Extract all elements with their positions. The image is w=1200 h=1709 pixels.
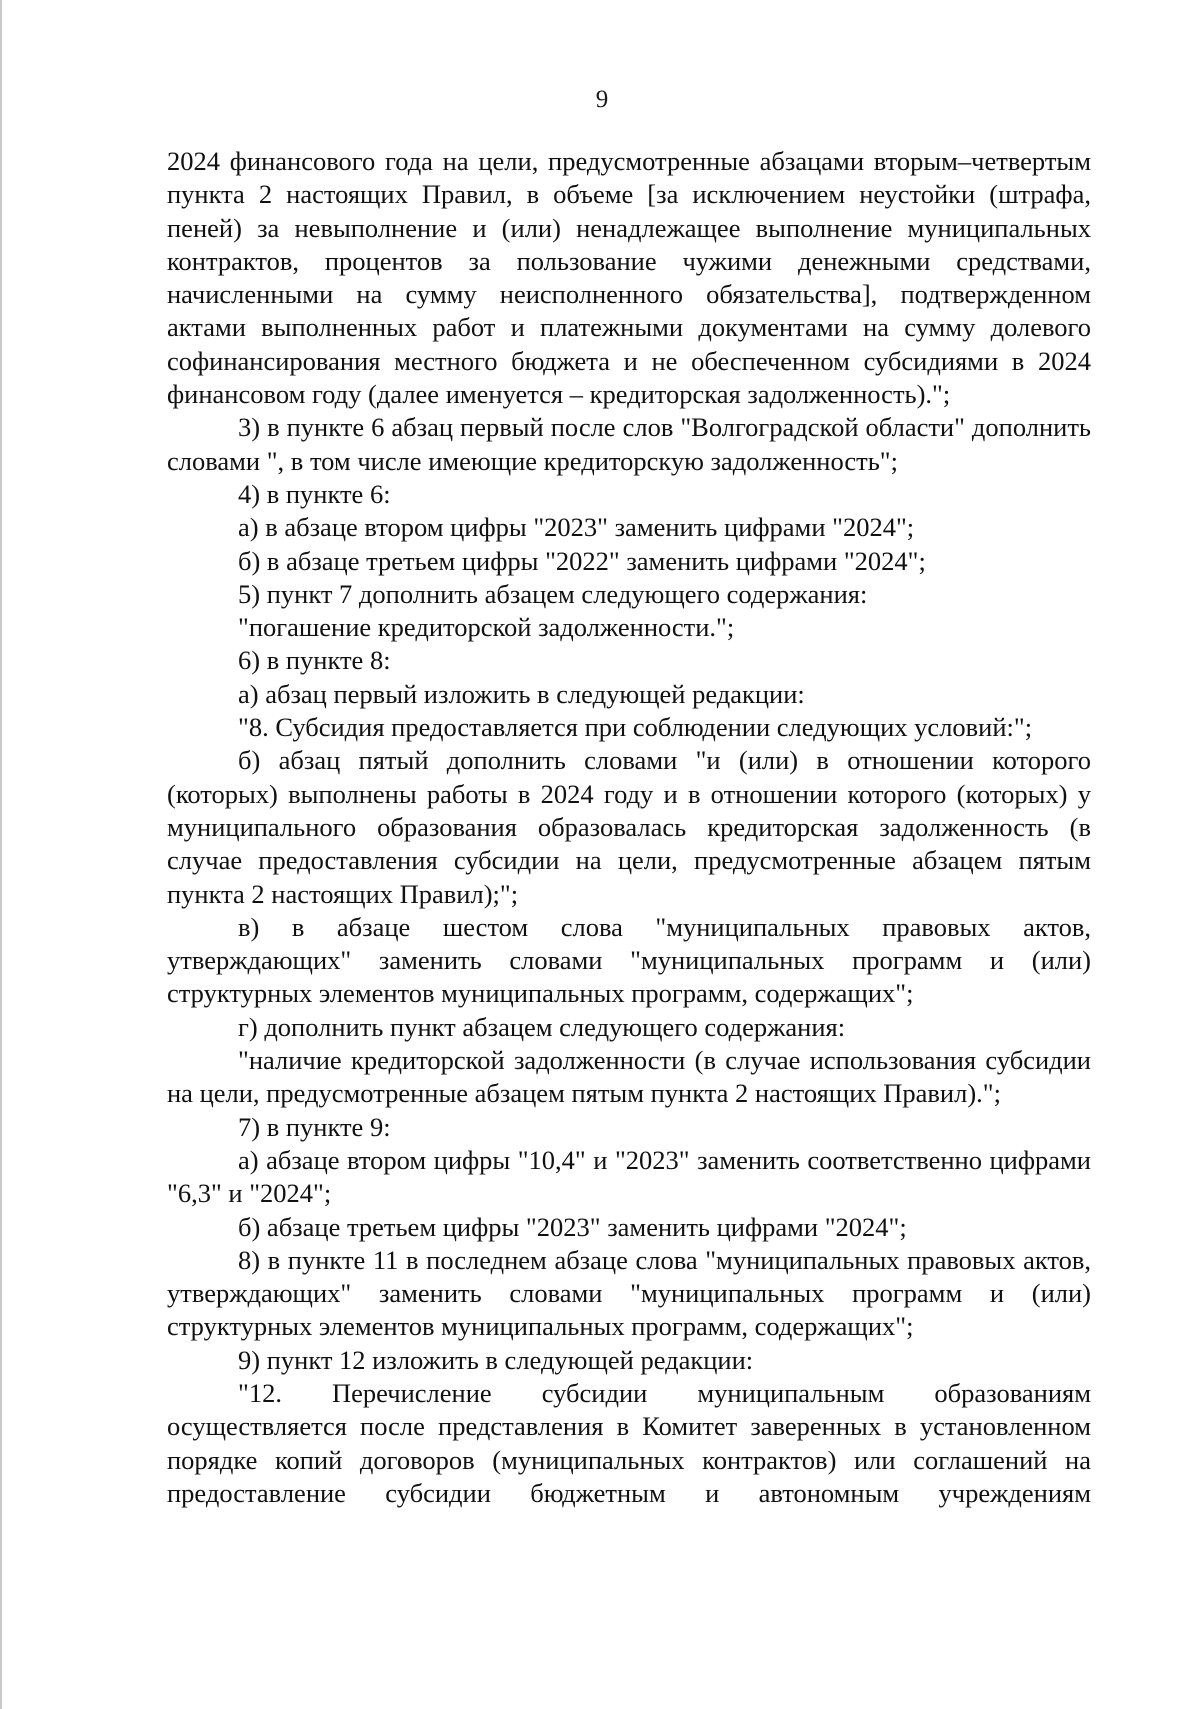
paragraph-10: "8. Субсидия предоставляется при соблюдении следующих условий:";: [238, 712, 1033, 743]
paragraph-3: 4) в пункте 6:: [238, 478, 391, 509]
paragraph-5: б) в абзаце третьем цифры "2022" заменить цифрами "2024";: [238, 545, 926, 576]
paragraph-14: "наличие кредиторской задолженности (в случае использования субсидии на цели, предусмотренные абзацем пятым пункта 2 настоящих Правил).";: [167, 1045, 1091, 1109]
paragraph-13: г) дополнить пункт абзацем следующего содержания:: [238, 1011, 846, 1042]
paragraph-17: б) абзаце третьем цифры "2023" заменить цифрами "2024";: [238, 1211, 907, 1242]
paragraph-15: 7) в пункте 9:: [238, 1111, 391, 1142]
paragraph-12: в) в абзаце шестом слова "муниципальных правовых актов, утверждающих" заменить словами "муниципальных программ и (или) структурных элементов муниципальных программ, содержащих";: [167, 911, 1091, 1009]
paragraph-1: 2024 финансового года на цели, предусмотренные абзацами вторым–четвертым пункта 2 настоящих Правил, в объеме [за исключением неустойки (штрафа, пеней) за невыполнение и (или) ненадлежащее выполнение муниципальных контрактов, процентов за пользование чужими денежными средствами, начисленными на сумму неисполненного обязательства], подтвержденном актами выполненных работ и платежными документами на сумму долевого софинансирования местного бюджета и не обеспеченном субсидиями в 2024 финансовом году (далее именуется – кредиторская задолженность).";: [167, 146, 1091, 410]
page-number: 9: [595, 86, 609, 113]
paragraph-18: 8) в пункте 11 в последнем абзаце слова "муниципальных правовых актов, утверждающих" заменить словами "муниципальных программ и (или) структурных элементов муниципальных программ, содержащих";: [167, 1244, 1091, 1342]
paragraph-6: 5) пункт 7 дополнить абзацем следующего содержания:: [238, 578, 868, 609]
paragraph-11: б) абзац пятый дополнить словами "и (или) в отношении которого (которых) выполнены работы в 2024 году и в отношении которого (которых) у муниципального образования образовалась кредиторская задолженность (в случае предоставления субсидии на цели, предусмотренные абзацем пятым пункта 2 настоящих Правил);";: [167, 745, 1091, 909]
paragraph-8: 6) в пункте 8:: [238, 645, 391, 676]
paragraph-16: а) абзаце втором цифры "10,4" и "2023" заменить соответственно цифрами "6,3" и "2024";: [167, 1144, 1091, 1209]
paragraph-19: 9) пункт 12 изложить в следующей редакции:: [238, 1344, 754, 1375]
paragraph-7: "погашение кредиторской задолженности.";: [238, 612, 735, 643]
paragraph-9: а) абзац первый изложить в следующей редакции:: [238, 678, 805, 709]
paragraph-2: 3) в пункте 6 абзац первый после слов "Волгоградской области" дополнить словами ", в том числе имеющие кредиторскую задолженность";: [167, 412, 1091, 476]
document-body: [167, 145, 1091, 1510]
paragraph-4: а) в абзаце втором цифры "2023" заменить цифрами "2024";: [238, 512, 915, 543]
paragraph-20: "12. Перечисление субсидии муниципальным образованиям осуществляется после представления в Комитет заверенных в установленном порядке копий договоров (муниципальных контрактов) или соглашений на предоставление субсидии бюджетным и автономным учреждениям: [167, 1377, 1091, 1508]
